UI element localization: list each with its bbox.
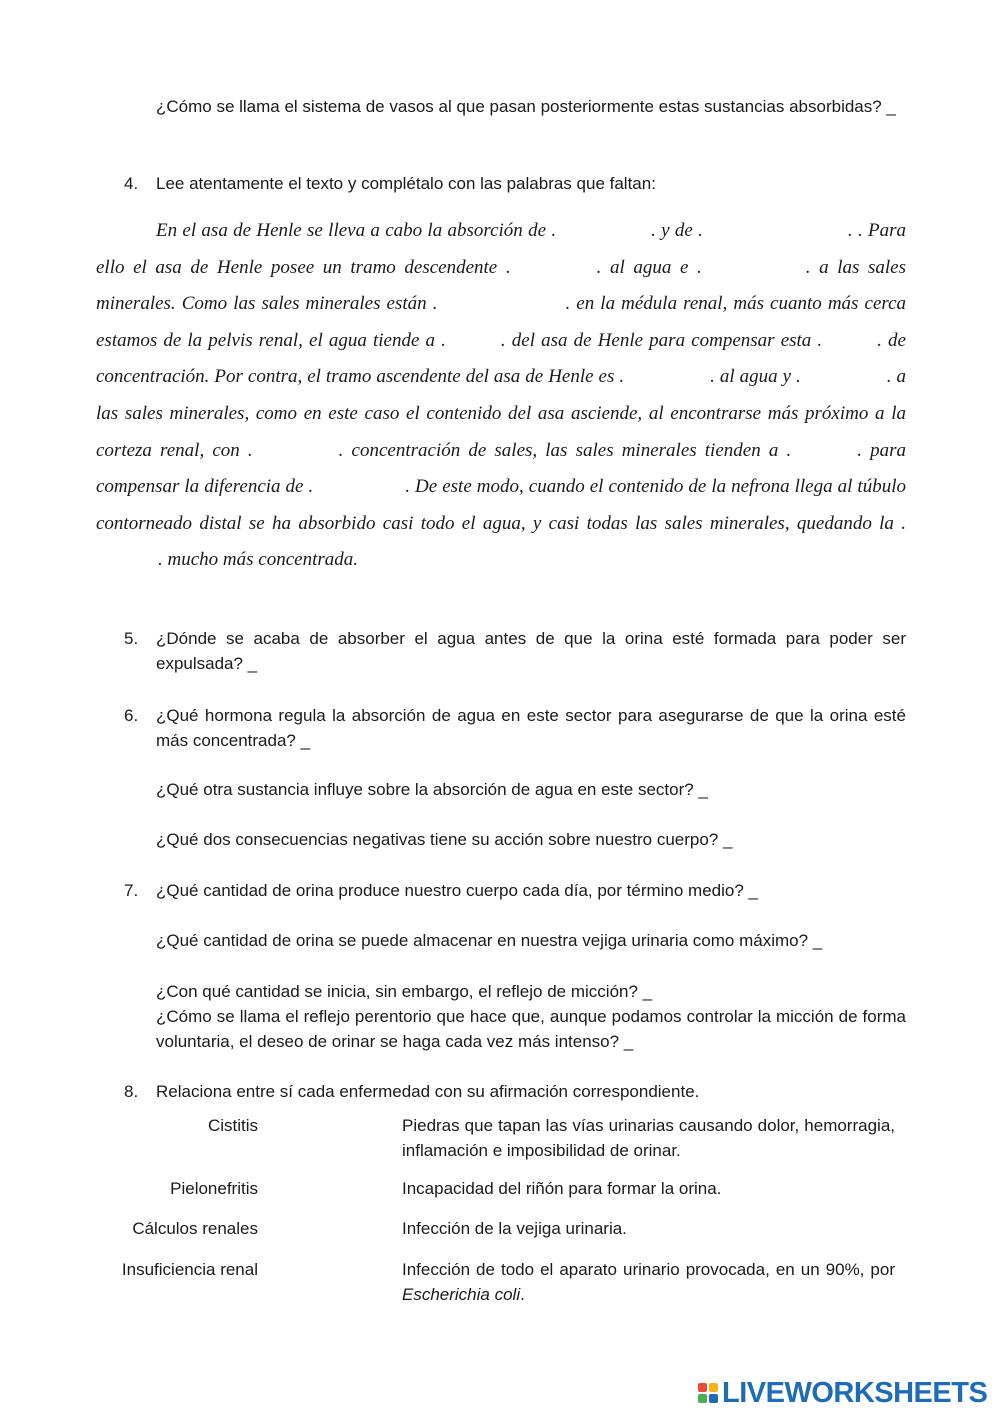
statement-3[interactable]: Infección de la vejiga urinaria.: [402, 1219, 627, 1238]
logo-square-icon: [698, 1394, 707, 1403]
logo-square-icon: [709, 1383, 718, 1392]
q7-sub-question-2: ¿Con qué cantidad se inicia, sin embargo, el reflejo de micción? _: [156, 982, 653, 1001]
q4-segment: . a las sales minerales. Como las sales minerales están .: [96, 256, 906, 315]
disease-pielonefritis[interactable]: Pielonefritis: [170, 1179, 258, 1198]
q4-segment: . del asa de Henle para compensar esta .: [500, 329, 823, 351]
q7-sub-question-3: ¿Cómo se llama el reflejo perentorio que hace que, aunque podamos controlar la micción de forma voluntaria, el deseo de orinar se haga cada vez más intenso? _: [156, 1007, 906, 1051]
q3-sub-question: ¿Cómo se llama el sistema de vasos al que pasan posteriormente estas sustancias absorbidas? _: [156, 97, 896, 116]
q4-segment: . De este modo, cuando el contenido de la nefrona llega al túbulo contorneado distal se ha absorbido casi todo el agua, y casi todas las sales minerales, quedando la .: [96, 476, 906, 534]
statement-1[interactable]: Piedras que tapan las vías urinarias causando dolor, hemorragia, inflamación e imposibilidad de orinar.: [402, 1116, 895, 1160]
q4-segment: . al agua y .: [710, 366, 801, 388]
q4-segment: . al agua e .: [596, 256, 702, 278]
q4-prompt: Lee atentamente el texto y complétalo con las palabras que faltan:: [156, 174, 656, 193]
q8-number: 8.: [124, 1082, 139, 1101]
q4-fill-paragraph: [96, 213, 906, 579]
q5-number: 5.: [124, 629, 139, 648]
q5-text: ¿Dónde se acaba de absorber el agua antes de que la orina esté formada para poder ser expulsada? _: [156, 629, 906, 673]
q4-segment: . de concentración. Por contra, el tramo ascendente del asa de Henle es .: [96, 329, 906, 388]
liveworksheets-logo: [698, 1376, 988, 1409]
q4-segment: . para compensar la diferencia de .: [96, 439, 906, 498]
q7-number: 7.: [124, 881, 139, 900]
disease-cistitis[interactable]: Cistitis: [207, 1116, 258, 1135]
q4-segment: . . Para ello el asa de Henle posee un tramo descendente .: [96, 220, 906, 278]
q7-sub-question-1: ¿Qué cantidad de orina se puede almacenar en nuestra vejiga urinaria como máximo? _: [156, 931, 823, 950]
q8-prompt: Relaciona entre sí cada enfermedad con su afirmación correspondiente.: [156, 1082, 700, 1101]
disease-calculos-renales[interactable]: Cálculos renales: [132, 1219, 258, 1238]
logo-square-icon: [709, 1394, 718, 1403]
q7-text: ¿Qué cantidad de orina produce nuestro cuerpo cada día, por término medio? _: [156, 881, 758, 900]
q6-sub-question-1: ¿Qué otra sustancia influye sobre la absorción de agua en este sector? _: [156, 780, 708, 799]
q4-segment: . mucho más concentrada.: [158, 549, 358, 571]
logo-square-icon: [698, 1383, 707, 1392]
statement-2[interactable]: Incapacidad del riñón para formar la orina.: [402, 1179, 722, 1198]
q6-number: 6.: [124, 706, 139, 725]
q4-number: 4.: [124, 174, 139, 193]
statement-4[interactable]: [402, 1257, 895, 1307]
q6-text: ¿Qué hormona regula la absorción de agua en este sector para asegurarse de que la orina esté más concentrada? _: [156, 706, 906, 750]
statement-4-text: Infección de todo el aparato urinario provocada, en un 90%, por: [402, 1260, 895, 1279]
q4-segment: . en la médula renal, más cuanto más cerca estamos de la pelvis renal, el agua tiende a .: [96, 293, 906, 351]
logo-mark-icon: [698, 1383, 718, 1403]
statement-4-species: Escherichia coli: [402, 1285, 521, 1304]
q4-segment: . a las sales minerales, como en este caso el contenido del asa asciende, al encontrarse más próximo a la corteza renal, con .: [96, 366, 906, 461]
q4-segment: En el asa de Henle se lleva a cabo la absorción de .: [156, 220, 557, 241]
logo-text: LIVEWORKSHEETS: [722, 1376, 988, 1409]
q4-segment: . concentración de sales, las sales minerales tienden a .: [338, 439, 792, 461]
q6-sub-question-2: ¿Qué dos consecuencias negativas tiene su acción sobre nuestro cuerpo? _: [156, 830, 733, 849]
q4-segment: . y de .: [651, 220, 703, 241]
statement-4-end: .: [520, 1285, 525, 1304]
disease-insuficiencia-renal[interactable]: Insuficiencia renal: [121, 1260, 258, 1279]
